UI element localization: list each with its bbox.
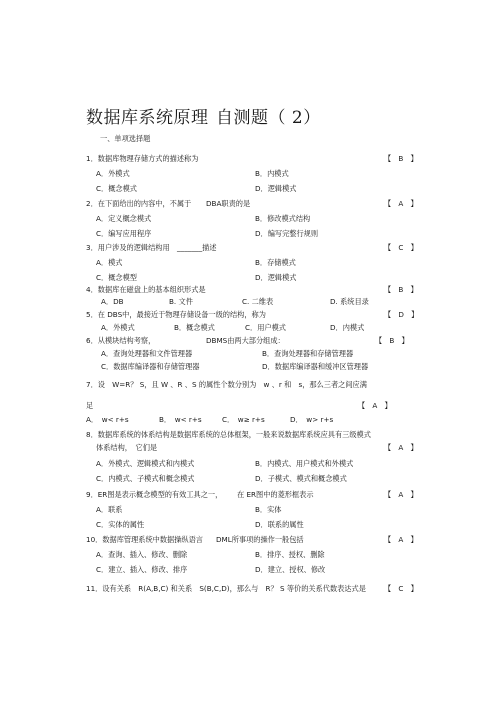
answer-bracket: 【 B 】 [375,336,409,345]
doc-subtitle: 自测题（ 2） [216,108,321,128]
answer-bracket: 【 C 】 [384,243,418,252]
answer-bracket: 【 A 】 [384,535,418,544]
answer-bracket: 【 B 】 [384,285,418,294]
doc-title: 数据库系统原理 [86,108,209,128]
question-stem-cont: 体系结构， 它们是 [96,443,158,452]
option: A．联系 [96,505,123,514]
question-stem: 6．从模块结构考察， [86,336,156,345]
question-stem: 3．用户涉及的逻辑结构用 [86,243,170,252]
option: B．实体 [255,505,282,514]
option: D． w> r+s [290,415,334,424]
question-stem-cont: 足 [86,401,94,410]
question-stem: 11．设有关系 R(A,B,C) 和关系 S(B,C,D)，那么与 R？ S 等价的关系代数表达式是 [86,584,366,593]
option: C．概念模式 [96,184,137,193]
option: B．查询处理器和存储管理器 [262,349,354,358]
question-stem: 10．数据库管理系统中数据操纵语言 [86,535,203,544]
option: B．排序、授权、删除 [255,550,325,559]
question-stem: 9．ER图是表示概念模型的有效工具之一， [86,490,223,499]
option: C． w≥ r+s [222,415,265,424]
option: D．数据库编译器和缓冲区管理器 [262,362,369,371]
option: B．概念模式 [174,323,215,332]
question-stem-cont: DBA职责的是 [206,199,251,208]
option: C．建立、插入、修改、排序 [96,565,188,574]
option: D．逻辑模式 [255,184,297,193]
option: B．存储模式 [255,258,296,267]
option: A．DB [101,297,124,306]
question-stem: 7．设 W=R？ S，且 W 、R 、S 的属性个数分别为 w 、r 和 s，那么三者之间应满 [86,380,367,389]
option: C．实体的属性 [96,520,145,529]
option: A．查询、插入、修改、删除 [96,550,188,559]
question-stem: 5．在 DBS中，最接近于物理存储设备一级的结构，称为 [86,310,266,319]
option: D．逻辑模式 [255,273,297,282]
question-stem: 4．数据库在磁盘上的基本组织形式是 [86,285,206,294]
option: B．内模式 [255,169,289,178]
option: A．外模式、逻辑模式和内模式 [96,459,195,468]
answer-bracket: 【 C 】 [384,584,418,593]
question-stem: 1．数据库物理存储方式的描述称为 [86,154,199,163]
section-heading: 一、单项选择题 [100,134,151,143]
option: A．定义概念模式 [96,214,152,223]
option: D．子模式、模式和概念模式 [255,474,347,483]
question-stem-cont: DML所事项的操作一般包括 [216,535,304,544]
option: D. 系统目录 [330,297,369,306]
question-stem: 8．数据库系统的体系结构是数据库系统的总体框架，一般来说数据库系统应具有三级模式 [86,430,371,439]
question-stem-cont: DBMS由两大部分组成： [206,336,285,345]
answer-bracket: 【 A 】 [384,199,418,208]
answer-bracket: 【 A 】 [384,490,418,499]
option: D．内模式 [330,323,365,332]
answer-bracket: 【 B 】 [384,154,418,163]
option: C．用户模式 [245,323,286,332]
option: A．外模式 [96,169,130,178]
answer-bracket: 【 D 】 [384,310,419,319]
option: B．内模式、用户模式和外模式 [255,459,354,468]
option: C．概念模型 [96,273,137,282]
option: B. 文件 [169,297,193,306]
option: C．数据库编译器和存储管理器 [101,362,200,371]
answer-bracket: 【 A 】 [358,401,392,410]
option: B． w< r+s [159,415,202,424]
option: D．联系的属性 [255,520,304,529]
option: C. 二维表 [242,297,274,306]
option: A．查询处理器和文件管理器 [101,349,193,358]
option: A．模式 [96,258,123,267]
question-stem-cont: _______描述 [177,243,217,252]
option: C．内模式、子模式和概念模式 [96,474,195,483]
question-stem: 2．在下面给出的内容中，不属于 [86,199,192,208]
option: B．修改模式结构 [255,214,311,223]
option: A．外模式 [101,323,135,332]
option: C．编写应用程序 [96,229,152,238]
question-stem-cont: 在 ER图中的菱形框表示 [237,490,314,499]
option: D．编写完整行规则 [255,229,319,238]
answer-bracket: 【 A 】 [384,443,418,452]
option: D．建立、授权、修改 [255,565,326,574]
option: A． w< r+s [86,415,129,424]
